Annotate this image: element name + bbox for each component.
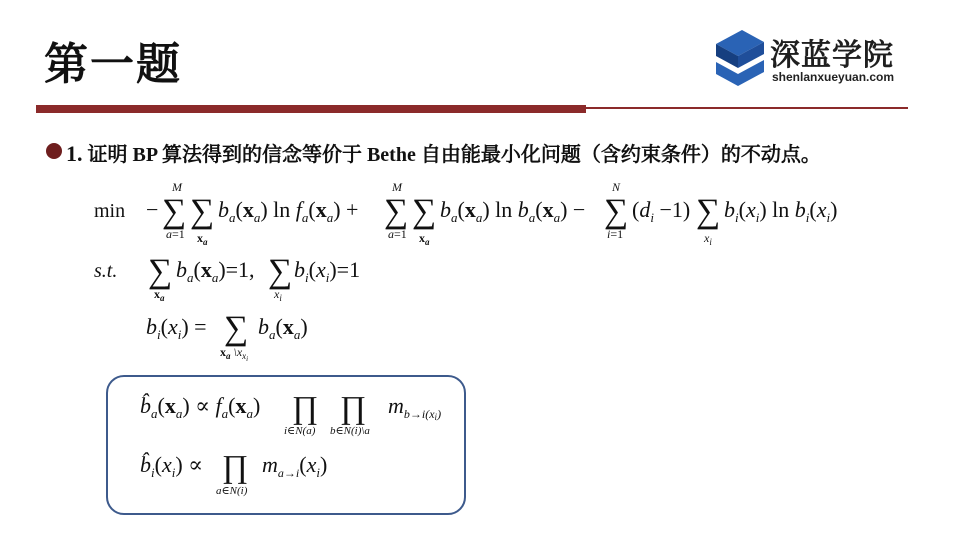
problem-text: 证明 BP 算法得到的信念等价于 Bethe 自由能最小化问题（含约束条件）的不动点。 <box>87 144 821 166</box>
svg-text:i∈N(a): i∈N(a) <box>284 425 316 437</box>
svg-text:ba(xa): $b_a(x_a)$ <box>258 314 308 342</box>
svg-text:ma→i(xi): $m_{a\to i}(x_i)$ <box>262 452 328 480</box>
svg-text:∑: ∑ <box>224 310 249 347</box>
constraint-equations <box>94 253 360 363</box>
svg-text:a=1: a=1 <box>166 227 185 241</box>
problem-number: 1. <box>66 141 83 166</box>
svg-text:bi(xi) =: $b_i(x_i)$ = <box>146 314 207 342</box>
svg-text:mb→i(xi): $m_{b\to i(x}i$) <box>388 393 442 422</box>
svg-text:ba(xa) ln ba(xa) −: $b_a(x_a)$ $\ln b_a(x_a)$ − <box>440 197 586 225</box>
svg-text:∑: ∑ <box>604 193 629 230</box>
svg-text:∑: ∑ <box>162 193 187 230</box>
svg-text:xi: $x_i$ <box>274 287 282 303</box>
svg-text:ba(xa)=1,: $b_a(x_a)=1$, <box>176 257 255 285</box>
svg-text:xa \xxi: $x_a$ $\backslash x_xi$ <box>220 345 249 363</box>
svg-text:bi(xi) ln bi(xi): $b_i(x_i)$ $\ln b_i(x_i)$ <box>724 197 838 225</box>
svg-text:−: − <box>146 197 159 222</box>
svg-text:xa: $x_a$ <box>154 287 165 303</box>
objective-equation <box>94 180 837 247</box>
st-label: s.t. <box>94 260 118 282</box>
bp-belief-equations <box>140 389 441 497</box>
logo-text: 深蓝学院 <box>770 38 894 73</box>
svg-text:∑: ∑ <box>148 253 173 290</box>
svg-text:ba(xa) ln fa(xa) +: $b_a(x_a)$ $\ln f_a(x_a)$ + <box>218 197 359 225</box>
svg-text:∏: ∏ <box>292 389 319 425</box>
svg-text:M: M <box>392 180 402 194</box>
svg-text:∑: ∑ <box>384 193 409 230</box>
svg-text:∑: ∑ <box>268 253 293 290</box>
svg-text:∏: ∏ <box>222 448 249 484</box>
svg-text:a=1: a=1 <box>388 227 407 241</box>
svg-text:∏: ∏ <box>340 389 367 425</box>
svg-text:b̂a(xa) ∝ fa(xa): $b̂_a(x_a) \propto f_a(x_a)$ <box>140 393 261 421</box>
svg-text:b∈N(i)\a: b∈N(i)\a <box>330 425 370 437</box>
svg-text:N: N <box>612 180 621 194</box>
svg-text:b̂i(xi) ∝: $b̂_i(x_i)$ ∝ <box>140 452 204 480</box>
svg-text:∑: ∑ <box>412 193 437 230</box>
min-label: min <box>94 200 126 222</box>
svg-text:a∈N(i): a∈N(i) <box>216 485 248 497</box>
page-title: 第一题 <box>44 39 182 90</box>
svg-text:(di −1): $(d_i -1)$ <box>632 197 691 225</box>
svg-text:∑: ∑ <box>696 193 721 230</box>
svg-text:xa: $x_a$ <box>197 231 208 247</box>
svg-text:M: M <box>172 180 182 194</box>
svg-text:bi(xi)=1: $b_i(x_i)=1$ <box>294 257 361 285</box>
svg-text:∑: ∑ <box>190 193 215 230</box>
svg-text:i=1: i=1 <box>607 227 624 241</box>
svg-text:xa: $x_a$ <box>419 231 430 247</box>
svg-text:xi: $x_i$ <box>704 231 712 247</box>
logo-url: shenlanxueyuan.com <box>772 70 895 84</box>
